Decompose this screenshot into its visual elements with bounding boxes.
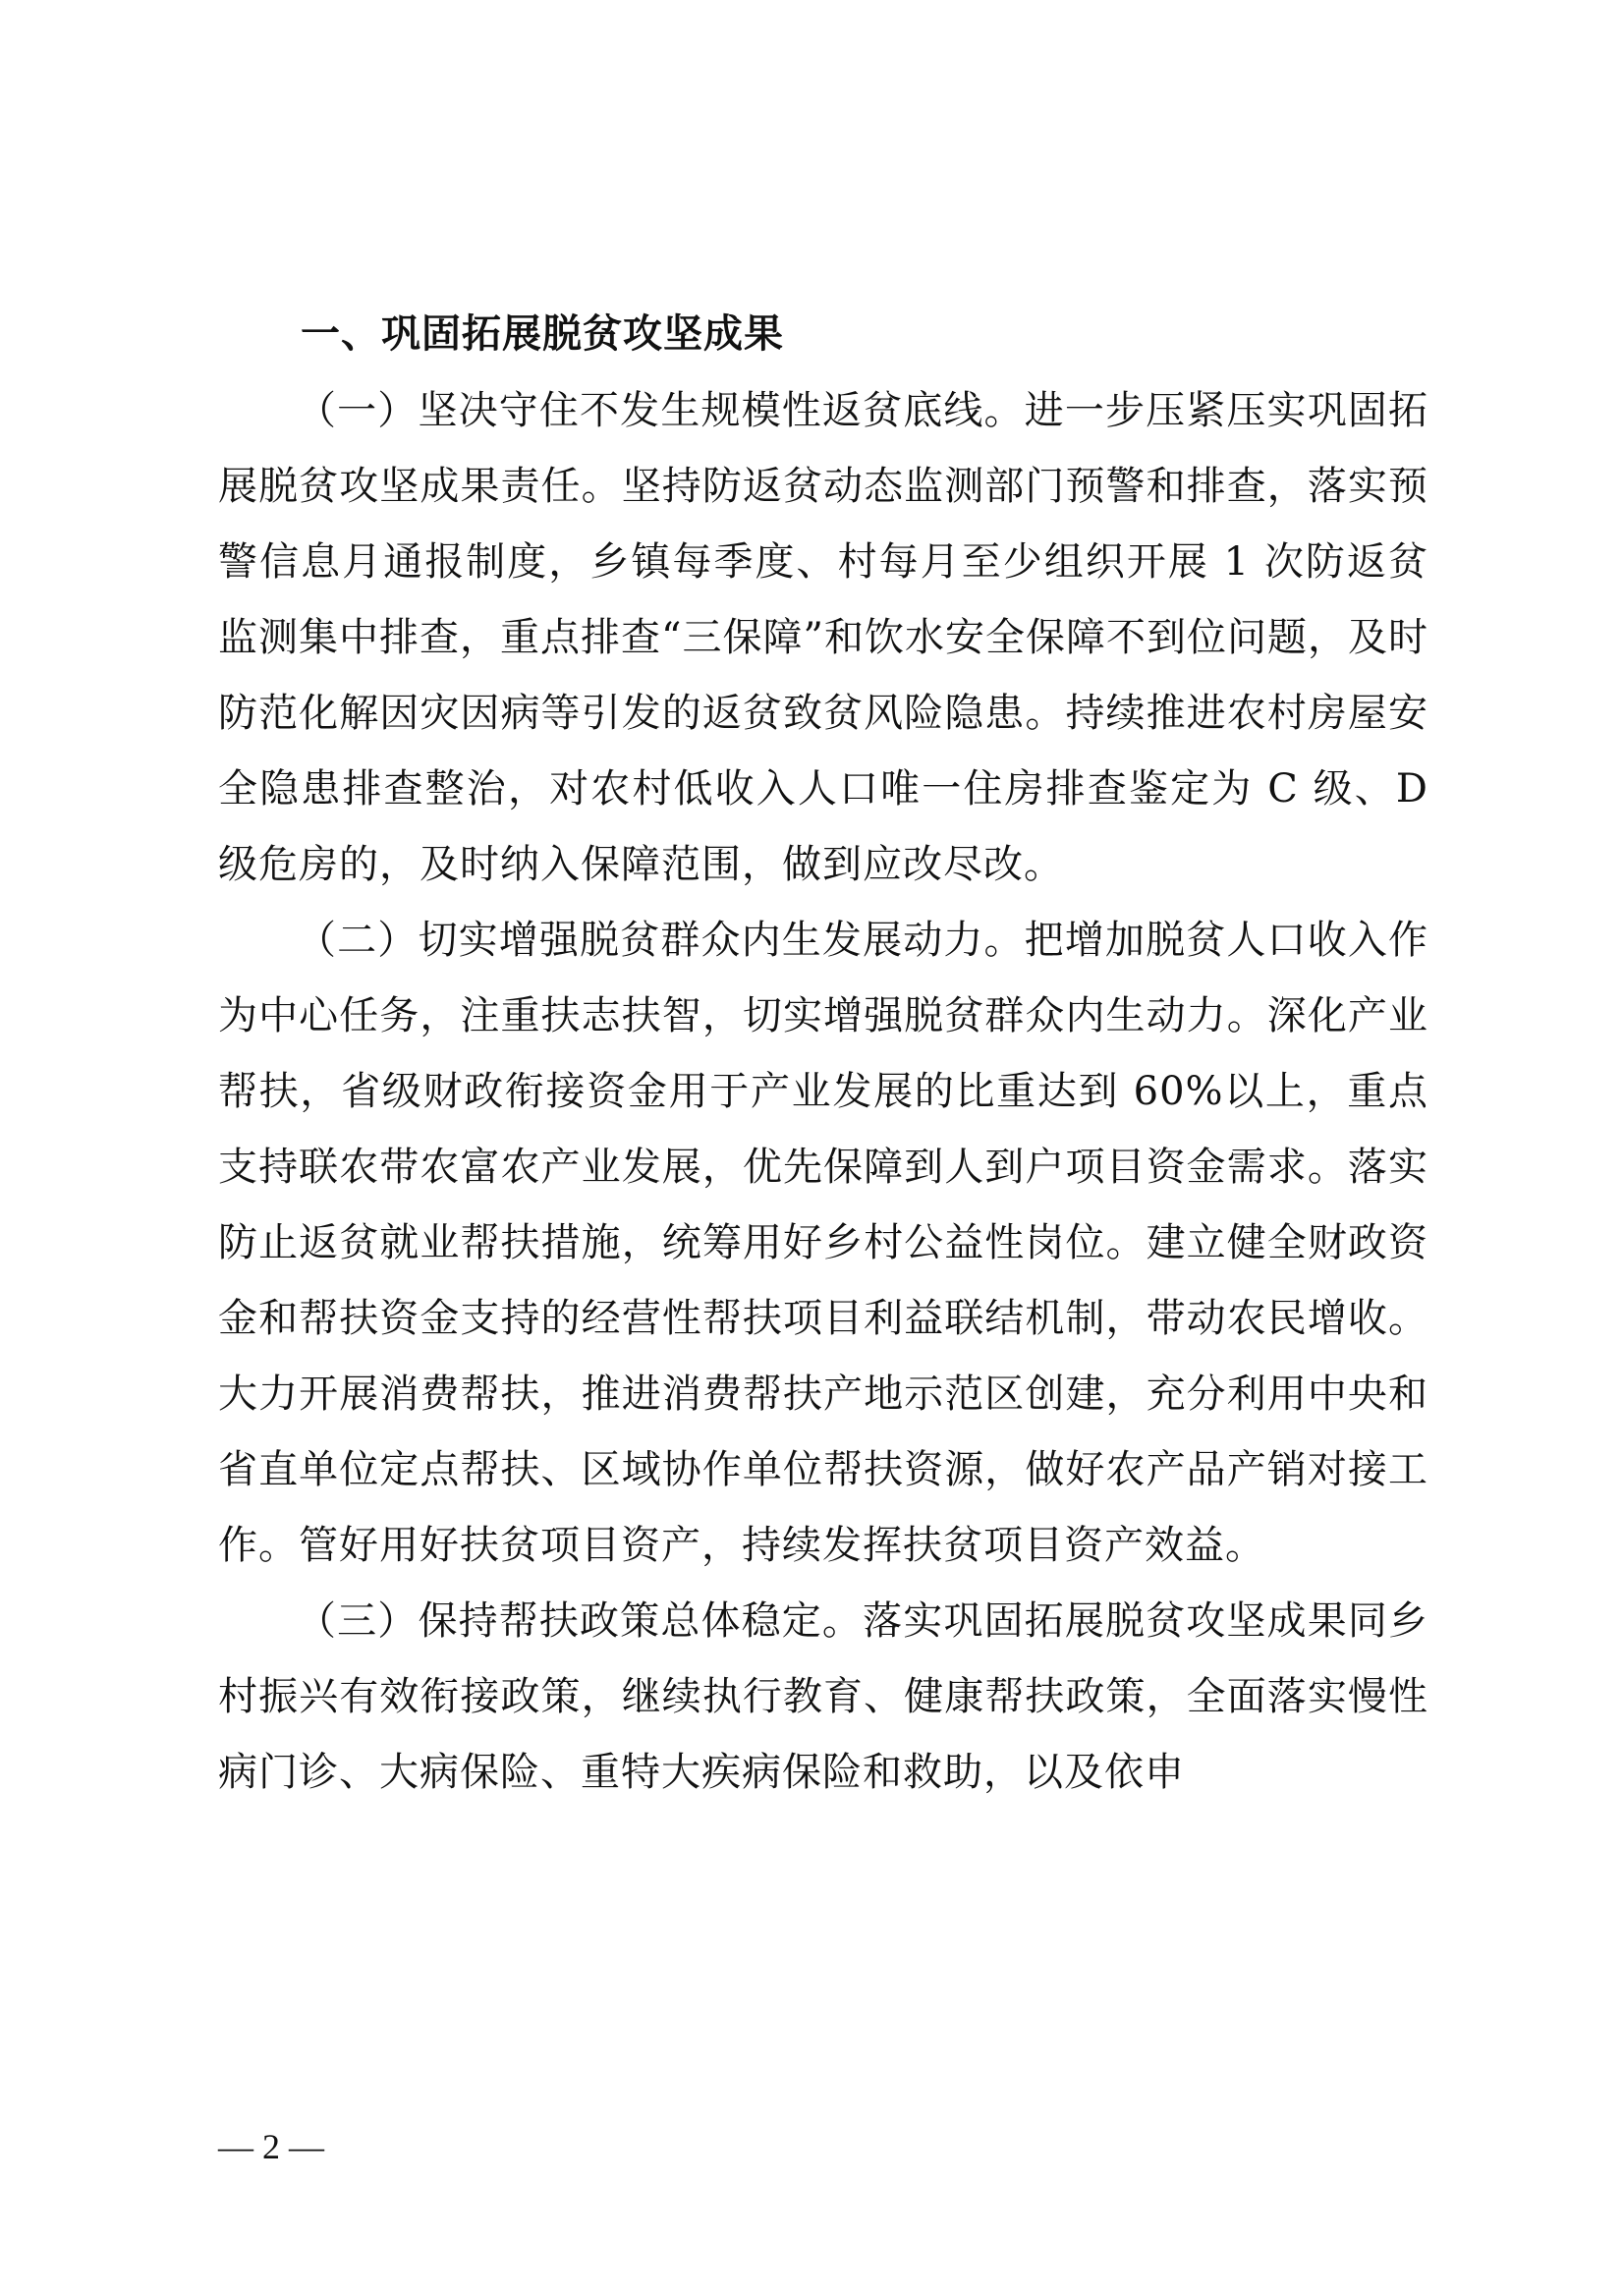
page-number: — 2 — (218, 2127, 324, 2166)
paragraph-2 (218, 903, 1428, 1584)
paragraph-3-text: 落实巩固拓展脱贫攻坚成果同乡村振兴有效衔接政策，继续执行教育、健康帮扶政策，全面落实慢性病门诊、大病保险、重特大疾病保险和救助，以及依申 (218, 1598, 1429, 1795)
paragraph-2-text: 把增加脱贫人口收入作为中心任务，注重扶志扶智，切实增强脱贫群众内生动力。深化产业帮扶，省级财政衔接资金用于产业发展的比重达到 60%以上，重点支持联农带农富农产业发展，优先保障到人到户项目资金需求。落实防止返贫就业帮扶措施，统筹用好乡村公益性岗位。建立健全财政资金和帮扶资金支持的经营性帮扶项目利益联结机制，带动农民增收。大力开展消费帮扶，推进消费帮扶产地示范区创建，充分利用中央和省直单位定点帮扶、区域协作单位帮扶资源，做好农产品产销对接工作。管好用好扶贫项目资产，持续发挥扶贫项目资产效益。 (218, 918, 1429, 1568)
paragraph-1-lead: （一）坚决守住不发生规模性返贫底线。 (297, 388, 1025, 433)
paragraph-2-lead: （二）切实增强脱贫群众内生发展动力。 (297, 918, 1025, 963)
paragraph-3-lead: （三）保持帮扶政策总体稳定。 (297, 1598, 864, 1644)
paragraph-1 (218, 373, 1428, 903)
section-heading: 一、巩固拓展脱贫攻坚成果 (301, 311, 784, 357)
document-body (218, 373, 1428, 1811)
paragraph-3 (218, 1584, 1428, 1811)
paragraph-1-text: 进一步压紧压实巩固拓展脱贫攻坚成果责任。坚持防返贫动态监测部门预警和排查，落实预警信息月通报制度，乡镇每季度、村每月至少组织开展 1 次防返贫监测集中排查，重点排查“三保障”和饮水安全保障不到位问题，及时防范化解因灾因病等引发的返贫致贫风险隐患。持续推进农村房屋安全隐患排查整治，对农村低收入人口唯一住房排查鉴定为 C 级、D 级危房的，及时纳入保障范围，做到应改尽改。 (218, 388, 1429, 887)
